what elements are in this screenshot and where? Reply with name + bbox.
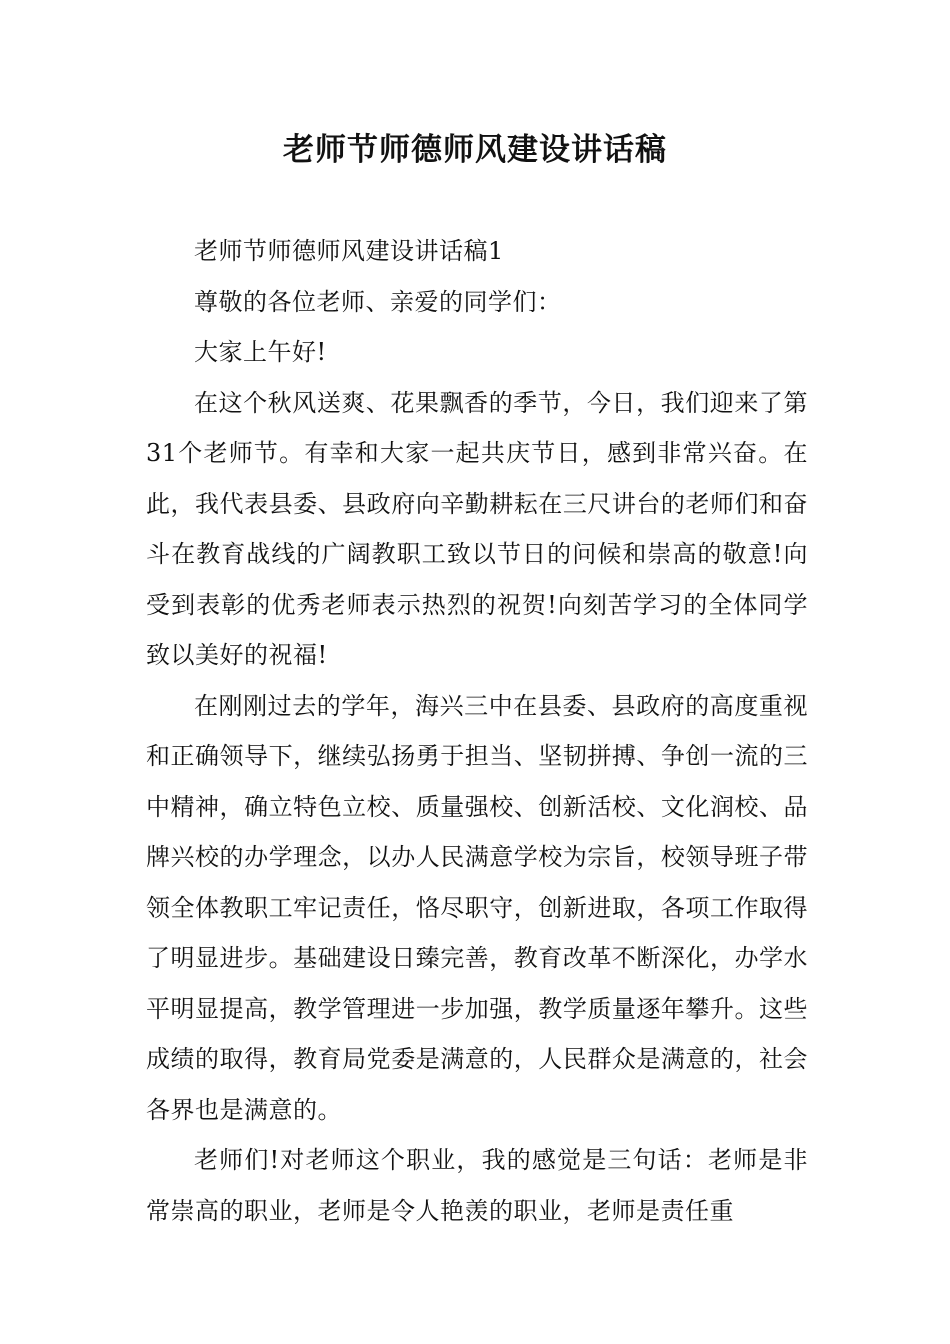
- paragraph-2: 在刚刚过去的学年，海兴三中在县委、县政府的高度重视和正确领导下，继续弘扬勇于担当、坚韧拼搏、争创一流的三中精神，确立特色立校、质量强校、创新活校、文化润校、品牌兴校的办学理念，以办人民满意学校为宗旨，校领导班子带领全体教职工牢记责任，恪尽职守，创新进取，各项工作取得了明显进步。基础建设日臻完善，教育改革不断深化，办学水平明显提高，教学管理进一步加强，教学质量逐年攀升。这些成绩的取得，教育局党委是满意的，人民群众是满意的，社会各界也是满意的。: [146, 691, 808, 1124]
- paragraph-3: 老师们!对老师这个职业，我的感觉是三句话：老师是非常崇高的职业，老师是令人艳羡的职业，老师是责任重: [146, 1146, 808, 1225]
- paragraph-heading: 老师节师德师风建设讲话稿1: [194, 237, 504, 265]
- document-title: 老师节师德师风建设讲话稿: [283, 132, 667, 168]
- document-body: [146, 226, 808, 1236]
- paragraph-salutation: 尊敬的各位老师、亲爱的同学们：: [194, 287, 562, 316]
- paragraph-1: 在这个秋风送爽、花果飘香的季节，今日，我们迎来了第31个老师节。有幸和大家一起共庆节日，感到非常兴奋。在此，我代表县委、县政府向辛勤耕耘在三尺讲台的老师们和奋斗在教育战线的广阔教职工致以节日的问候和崇高的敬意!向受到表彰的优秀老师表示热烈的祝贺!向刻苦学习的全体同学致以美好的祝福!: [146, 388, 808, 669]
- paragraph-greeting: 大家上午好!: [194, 338, 327, 366]
